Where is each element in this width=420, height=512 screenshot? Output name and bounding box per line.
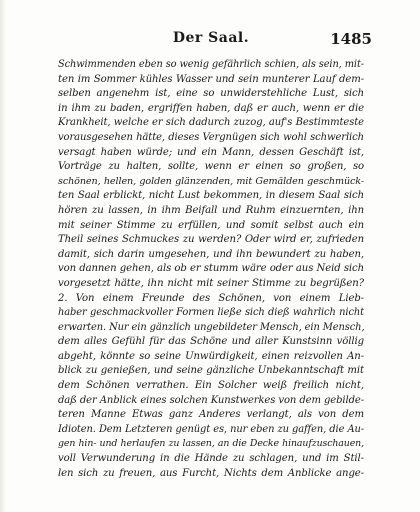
text-line: voll Verwunderung in die Hände zu schlagen, und im Stil-: [58, 453, 364, 465]
text-line: daß der Anblick eines solchen Kunstwerkes von dem gebilde-: [58, 394, 364, 406]
text-line: blick zu genießen, und seine gänzliche Unbekanntschaft mit: [58, 365, 364, 377]
text-line: selben angenehm ist, eine so unwiderstehliche Lust, sich: [58, 88, 364, 100]
text-line: ten Saal erblickt, nicht Lust bekommen, in diesem Saal sich: [58, 190, 364, 202]
text-line: erwarten. Nur ein gänzlich ungebildeter Mensch, ein Mensch,: [58, 321, 364, 333]
text-line: in ihm zu baden, ergriffen haben, daß er auch, wenn er die: [58, 102, 364, 114]
text-line: 2. Von einem Freunde des Schönen, von einem Lieb-: [58, 292, 364, 304]
text-line: teren Manne Etwas ganz Anderes verlangt, als von dem: [58, 409, 364, 421]
text-line: len sich zu freuen, aus Furcht, Nichts dem Anblicke ange-: [58, 467, 364, 479]
text-line: gen hin- und herlaufen zu lassen, an die Decke hinaufzuschauen,: [58, 438, 364, 450]
text-line: Idioten. Dem Letzteren genügt es, nur eben zu gaffen, die Au-: [58, 423, 364, 435]
text-line: Theil seines Schmuckes zu werden? Oder wird er, zufrieden: [58, 234, 364, 246]
running-head: Der Saal.: [172, 30, 250, 46]
text-line: Krankheit, welche er sich dadurch zuzog, auf's Bestimmteste: [58, 117, 364, 129]
text-line: dem alles Gefühl für das Schöne und aller Kunstsinn völlig: [58, 336, 364, 348]
page-edge-shadow: [0, 0, 6, 512]
page-number: 1485: [330, 30, 372, 48]
text-line: vorgesetzt hätte, ihn nicht mit seiner Stimme zu begrüßen?: [58, 277, 364, 289]
text-line: damit, sich darin umgesehen, und ihn bewundert zu haben,: [58, 248, 364, 260]
text-line: vorausgesehen hätte, dieses Vergnügen sich wohl schwerlich: [58, 131, 364, 143]
text-line: von dannen gehen, als ob er stumm wäre oder aus Neid sich: [58, 263, 364, 275]
page-header: [58, 30, 372, 52]
text-line: ten im Sommer kühles Wasser und sein munterer Lauf dem-: [58, 73, 364, 85]
text-line: schönen, hellen, golden glänzenden, mit Gemälden geschmück-: [58, 175, 364, 187]
text-line: hören zu lassen, in ihm Beifall und Ruhm einzuernten, ihn: [58, 204, 364, 216]
text-line: dem Schönen verrathen. Ein Solcher weiß freilich nicht,: [58, 380, 364, 392]
text-line: Vorträge zu halten, sollte, wenn er einen so großen, so: [58, 161, 364, 173]
text-line: versagt haben würde; und ein Mann, dessen Geschäft ist,: [58, 146, 364, 158]
text-line: Schwimmenden eben so wenig gefährlich schien, als sein, mit-: [58, 59, 364, 70]
body-text: [58, 58, 364, 481]
text-line: abgeht, könnte so seine Unwürdigkeit, einen reizvollen An-: [58, 350, 364, 362]
text-line: mit seiner Stimme zu erfüllen, und somit selbst auch ein: [58, 219, 364, 231]
text-line: haber geschmackvoller Formen ließe sich dieß wahrlich nicht: [58, 307, 364, 319]
